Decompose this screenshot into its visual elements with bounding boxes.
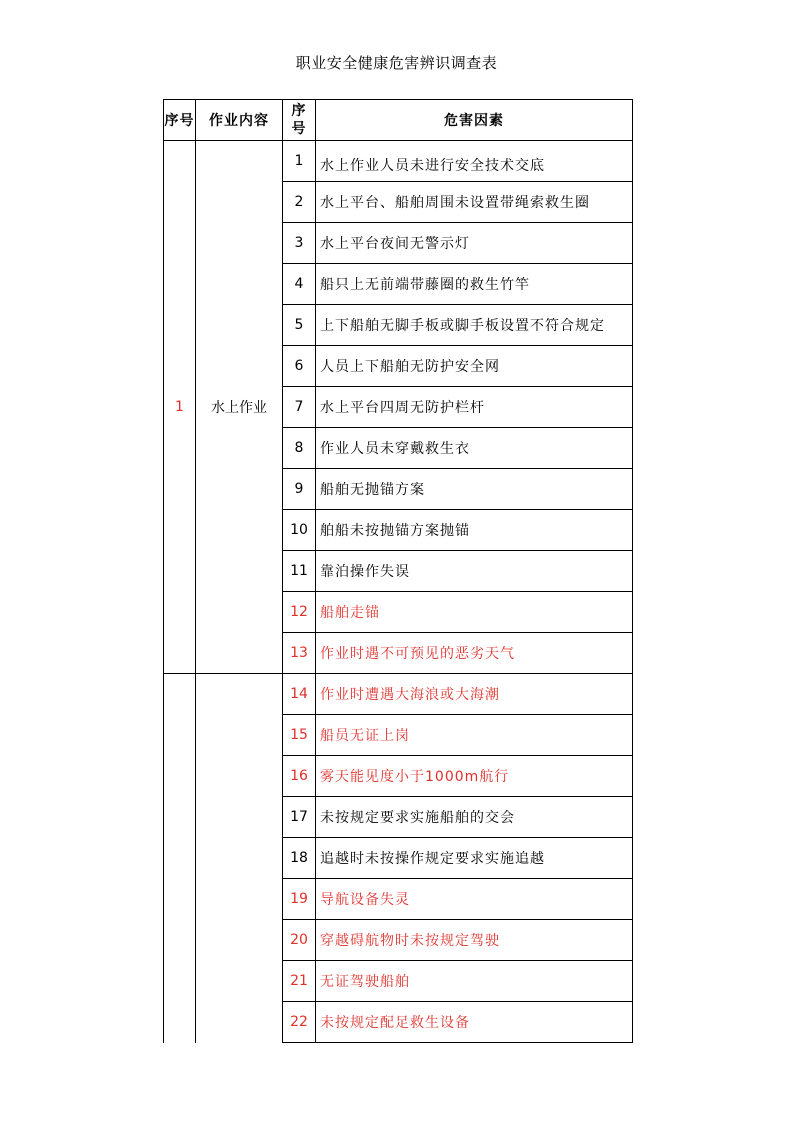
hazard-text: 导航设备失灵 (316, 879, 633, 920)
hazard-text: 无证驾驶船舶 (316, 961, 633, 1002)
row-number: 5 (283, 305, 316, 346)
hazard-text: 水上平台四周无防护栏杆 (316, 387, 633, 428)
hazard-text: 船舶走锚 (316, 592, 633, 633)
row-number: 10 (283, 510, 316, 551)
row-number: 7 (283, 387, 316, 428)
header-content: 作业内容 (196, 100, 283, 141)
hazard-text: 作业人员未穿戴救生衣 (316, 428, 633, 469)
hazard-text: 作业时遭遇大海浪或大海潮 (316, 674, 633, 715)
header-seq: 序号 (164, 100, 196, 141)
hazard-text: 船只上无前端带藤圈的救生竹竿 (316, 264, 633, 305)
hazard-text: 靠泊操作失误 (316, 551, 633, 592)
row-number: 6 (283, 346, 316, 387)
header-hazard: 危害因素 (316, 100, 633, 141)
row-number: 14 (283, 674, 316, 715)
row-number: 17 (283, 797, 316, 838)
hazard-text: 雾天能见度小于1000m航行 (316, 756, 633, 797)
row-number: 22 (283, 1002, 316, 1043)
hazard-text: 舶船未按抛锚方案抛锚 (316, 510, 633, 551)
hazard-text: 未按规定配足救生设备 (316, 1002, 633, 1043)
row-number: 1 (283, 141, 316, 182)
row-number: 12 (283, 592, 316, 633)
table-body (164, 141, 633, 1043)
group-content (196, 674, 283, 1043)
hazard-text: 水上平台夜间无警示灯 (316, 223, 633, 264)
row-number: 15 (283, 715, 316, 756)
row-number: 19 (283, 879, 316, 920)
table-row (164, 141, 633, 182)
row-number: 3 (283, 223, 316, 264)
hazard-text: 水上作业人员未进行安全技术交底 (316, 141, 633, 182)
row-number: 9 (283, 469, 316, 510)
row-number: 2 (283, 182, 316, 223)
group-seq (164, 674, 196, 1043)
row-number: 20 (283, 920, 316, 961)
row-number: 21 (283, 961, 316, 1002)
row-number: 8 (283, 428, 316, 469)
row-number: 16 (283, 756, 316, 797)
hazard-text: 船舶无抛锚方案 (316, 469, 633, 510)
group-content: 水上作业 (196, 141, 283, 674)
hazard-text: 追越时未按操作规定要求实施追越 (316, 838, 633, 879)
row-number: 13 (283, 633, 316, 674)
hazard-text: 水上平台、船舶周围未设置带绳索救生圈 (316, 182, 633, 223)
row-number: 4 (283, 264, 316, 305)
hazard-table (163, 99, 633, 1043)
row-number: 11 (283, 551, 316, 592)
hazard-text: 作业时遇不可预见的恶劣天气 (316, 633, 633, 674)
table-row (164, 674, 633, 715)
hazard-text: 人员上下船舶无防护安全网 (316, 346, 633, 387)
header-seq2-text: 序 号 (291, 103, 307, 137)
header-seq2 (283, 100, 316, 141)
row-number: 18 (283, 838, 316, 879)
group-seq: 1 (164, 141, 196, 674)
page-title: 职业安全健康危害辨识调查表 (295, 54, 498, 72)
hazard-text: 船员无证上岗 (316, 715, 633, 756)
hazard-text: 未按规定要求实施船舶的交会 (316, 797, 633, 838)
hazard-text: 上下船舶无脚手板或脚手板设置不符合规定 (316, 305, 633, 346)
hazard-text: 穿越碍航物时未按规定驾驶 (316, 920, 633, 961)
